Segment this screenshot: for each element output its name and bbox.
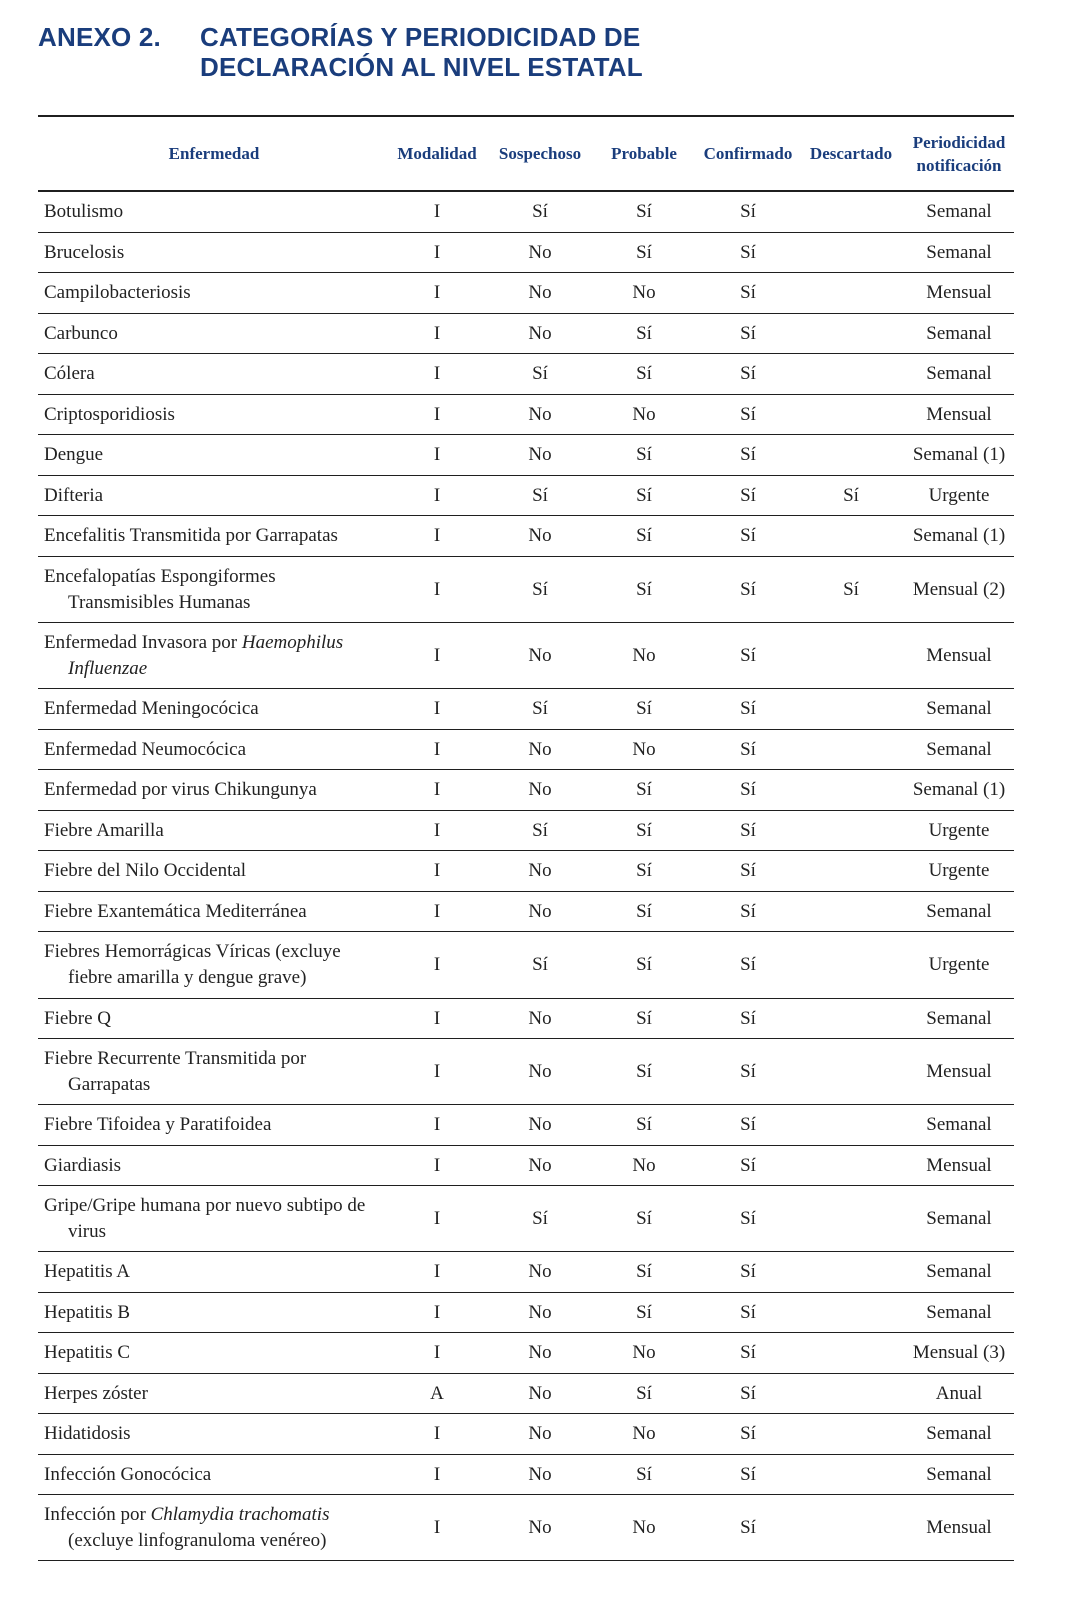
confirmado-cell: Sí	[740, 1154, 756, 1176]
periodicidad-cell: Semanal	[926, 1463, 992, 1485]
confirmado-cell: Sí	[740, 444, 756, 465]
disease-name: Fiebre Exantemática Mediterránea	[44, 900, 307, 922]
probable-cell: Sí	[636, 1207, 652, 1229]
periodicidad-cell: Semanal	[926, 1007, 992, 1029]
probable-cell: Sí	[636, 241, 652, 263]
confirmado-cell: Sí	[740, 900, 756, 922]
confirmado-cell: Sí	[740, 1463, 756, 1485]
periodicidad-cell: Semanal	[926, 900, 992, 922]
sospechoso-cell: No	[528, 1516, 552, 1538]
disease-name: Gripe/Gripe humana por nuevo subtipo de virus	[44, 1194, 366, 1242]
modalidad-cell: I	[433, 1463, 441, 1485]
sospechoso-cell: No	[528, 1114, 552, 1135]
periodicidad-cell: Mensual (3)	[912, 1342, 1006, 1363]
annex-title: CATEGORÍAS Y PERIODICIDAD DE DECLARACIÓN AL NIVEL ESTATAL	[200, 22, 643, 82]
periodicidad-cell: Semanal	[926, 363, 992, 384]
column-header-probable: Probable	[611, 144, 677, 163]
probable-cell: Sí	[636, 900, 652, 922]
column-header-descartado: Descartado	[809, 144, 893, 163]
periodicidad-cell: Semanal	[926, 1301, 992, 1323]
probable-cell: Sí	[636, 484, 652, 506]
disease-name: Difteria	[44, 484, 104, 506]
modalidad-cell: I	[433, 954, 441, 975]
disease-name: Fiebre Amarilla	[44, 819, 164, 841]
sospechoso-cell: No	[528, 1060, 552, 1082]
declaration-table	[38, 115, 1014, 1561]
table-row	[38, 1293, 1014, 1333]
confirmado-cell: Sí	[740, 779, 756, 800]
descartado-cell: Sí	[843, 484, 859, 506]
probable-cell: Sí	[636, 819, 652, 841]
sospechoso-cell: Sí	[532, 201, 548, 222]
table-row	[38, 314, 1014, 354]
table-row	[38, 435, 1014, 476]
probable-cell: Sí	[636, 1114, 652, 1135]
disease-name: Giardiasis	[44, 1154, 122, 1176]
table-row	[38, 1414, 1014, 1455]
probable-cell: No	[632, 1516, 656, 1538]
periodicidad-cell: Mensual	[926, 1516, 992, 1538]
sospechoso-cell: Sí	[532, 819, 548, 841]
disease-name: Hepatitis B	[44, 1301, 131, 1323]
probable-cell: No	[632, 1342, 656, 1363]
modalidad-cell: I	[433, 484, 441, 506]
modalidad-cell: I	[433, 1007, 441, 1029]
table-row	[38, 770, 1014, 811]
table-row	[38, 1186, 1014, 1252]
sospechoso-cell: No	[528, 644, 552, 666]
table-row	[38, 1495, 1014, 1561]
sospechoso-cell: No	[528, 1423, 552, 1444]
modalidad-cell: I	[433, 241, 441, 263]
modalidad-cell: I	[433, 1114, 441, 1135]
table-row	[38, 1039, 1014, 1105]
modalidad-cell: I	[433, 644, 441, 666]
probable-cell: Sí	[636, 954, 652, 975]
periodicidad-cell: Mensual	[926, 644, 992, 666]
probable-cell: No	[632, 644, 656, 666]
table-row	[38, 273, 1014, 314]
confirmado-cell: Sí	[740, 241, 756, 263]
sospechoso-cell: Sí	[532, 954, 548, 975]
periodicidad-cell: Semanal	[926, 738, 992, 760]
sospechoso-cell: No	[528, 1154, 552, 1176]
confirmado-cell: Sí	[740, 1301, 756, 1323]
disease-name: Fiebre Tifoidea y Paratifoidea	[44, 1114, 272, 1135]
table-row	[38, 1374, 1014, 1414]
confirmado-cell: Sí	[740, 578, 756, 600]
sospechoso-cell: Sí	[532, 1207, 548, 1229]
modalidad-cell: I	[433, 1423, 441, 1444]
modalidad-cell: I	[433, 363, 441, 384]
disease-name: Encefalitis Transmitida por Garrapatas	[44, 525, 338, 546]
modalidad-cell: I	[433, 698, 441, 719]
probable-cell: Sí	[636, 698, 652, 719]
table-row	[38, 730, 1014, 770]
table-row	[38, 516, 1014, 557]
probable-cell: Sí	[636, 1463, 652, 1485]
table-body	[38, 192, 1014, 1561]
sospechoso-cell: No	[528, 403, 552, 425]
modalidad-cell: I	[433, 525, 441, 546]
confirmado-cell: Sí	[740, 1060, 756, 1082]
modalidad-cell: I	[433, 1342, 441, 1363]
column-header-periodicidad: Periodicidad notificación	[912, 132, 1006, 175]
sospechoso-cell: Sí	[532, 363, 548, 384]
column-header-modalidad: Modalidad	[397, 144, 477, 163]
table-row	[38, 689, 1014, 730]
disease-name: Infección por Chlamydia trachomatis (excluye linfogranuloma venéreo)	[44, 1503, 330, 1551]
table-row	[38, 1146, 1014, 1186]
disease-name: Hidatidosis	[44, 1423, 131, 1444]
sospechoso-cell: No	[528, 525, 552, 546]
probable-cell: Sí	[636, 860, 652, 881]
table-row	[38, 476, 1014, 516]
confirmado-cell: Sí	[740, 860, 756, 881]
sospechoso-cell: No	[528, 1007, 552, 1029]
periodicidad-cell: Semanal	[926, 1207, 992, 1229]
disease-name: Campilobacteriosis	[44, 282, 191, 303]
sospechoso-cell: No	[528, 241, 552, 263]
disease-name: Enfermedad Neumocócica	[44, 738, 247, 760]
column-header-sospechoso: Sospechoso	[498, 144, 582, 163]
table-row	[38, 999, 1014, 1039]
probable-cell: Sí	[636, 444, 652, 465]
periodicidad-cell: Urgente	[928, 954, 990, 975]
table-row	[38, 233, 1014, 273]
periodicidad-cell: Mensual	[926, 1060, 992, 1082]
probable-cell: No	[632, 1423, 656, 1444]
confirmado-cell: Sí	[740, 322, 756, 344]
table-row	[38, 892, 1014, 932]
probable-cell: Sí	[636, 1382, 652, 1404]
confirmado-cell: Sí	[740, 1382, 756, 1404]
table-row	[38, 557, 1014, 623]
probable-cell: Sí	[636, 578, 652, 600]
probable-cell: Sí	[636, 201, 652, 222]
periodicidad-cell: Urgente	[928, 819, 990, 841]
modalidad-cell: I	[433, 282, 441, 303]
confirmado-cell: Sí	[740, 1423, 756, 1444]
modalidad-cell: I	[433, 1207, 441, 1229]
table-row	[38, 851, 1014, 892]
modalidad-cell: I	[433, 1261, 441, 1282]
table-row	[38, 192, 1014, 233]
table-row	[38, 1455, 1014, 1495]
table-row	[38, 1333, 1014, 1374]
sospechoso-cell: No	[528, 779, 552, 800]
periodicidad-cell: Semanal (1)	[912, 779, 1006, 800]
descartado-cell: Sí	[843, 578, 859, 600]
disease-name: Dengue	[44, 444, 104, 465]
modalidad-cell: I	[433, 900, 441, 922]
periodicidad-cell: Mensual	[926, 282, 992, 303]
table-header	[38, 117, 1014, 192]
disease-name: Fiebre Q	[44, 1007, 112, 1029]
sospechoso-cell: No	[528, 282, 552, 303]
probable-cell: Sí	[636, 1301, 652, 1323]
column-header-enfermedad: Enfermedad	[168, 144, 260, 163]
disease-name: Enfermedad Invasora por Haemophilus Influenzae	[44, 631, 344, 679]
annex-label: ANEXO 2.	[38, 22, 161, 52]
disease-name: Criptosporidiosis	[44, 403, 175, 425]
confirmado-cell: Sí	[740, 644, 756, 666]
confirmado-cell: Sí	[740, 1007, 756, 1029]
disease-name: Carbunco	[44, 322, 118, 344]
sospechoso-cell: No	[528, 1301, 552, 1323]
table-row	[38, 354, 1014, 395]
confirmado-cell: Sí	[740, 738, 756, 760]
sospechoso-cell: Sí	[532, 698, 548, 719]
periodicidad-cell: Mensual	[926, 1154, 992, 1176]
disease-name: Fiebre Recurrente Transmitida por Garrapatas	[44, 1047, 307, 1095]
sospechoso-cell: Sí	[532, 484, 548, 506]
probable-cell: No	[632, 1154, 656, 1176]
confirmado-cell: Sí	[740, 698, 756, 719]
probable-cell: Sí	[636, 1007, 652, 1029]
modalidad-cell: I	[433, 403, 441, 425]
sospechoso-cell: No	[528, 1342, 552, 1363]
sospechoso-cell: No	[528, 738, 552, 760]
periodicidad-cell: Semanal	[926, 322, 992, 344]
modalidad-cell: I	[433, 738, 441, 760]
modalidad-cell: I	[433, 860, 441, 881]
disease-name: Encefalopatías Espongiformes Transmisibles Humanas	[44, 565, 276, 613]
confirmado-cell: Sí	[740, 363, 756, 384]
disease-name: Fiebre del Nilo Occidental	[44, 860, 247, 881]
disease-name: Brucelosis	[44, 241, 125, 263]
disease-name: Herpes zóster	[44, 1382, 148, 1404]
modalidad-cell: I	[433, 201, 441, 222]
periodicidad-cell: Urgente	[928, 484, 990, 506]
disease-name: Botulismo	[44, 201, 124, 222]
periodicidad-cell: Semanal	[926, 698, 992, 719]
table-row	[38, 1252, 1014, 1293]
confirmado-cell: Sí	[740, 819, 756, 841]
disease-name: Enfermedad por virus Chikungunya	[44, 779, 317, 800]
sospechoso-cell: No	[528, 1382, 552, 1404]
confirmado-cell: Sí	[740, 525, 756, 546]
sospechoso-cell: Sí	[532, 578, 548, 600]
modalidad-cell: I	[433, 1301, 441, 1323]
sospechoso-cell: No	[528, 860, 552, 881]
probable-cell: No	[632, 403, 656, 425]
sospechoso-cell: No	[528, 1463, 552, 1485]
sospechoso-cell: No	[528, 322, 552, 344]
periodicidad-cell: Semanal	[926, 241, 992, 263]
probable-cell: Sí	[636, 322, 652, 344]
periodicidad-cell: Semanal	[926, 1423, 992, 1444]
periodicidad-cell: Semanal	[926, 1114, 992, 1135]
periodicidad-cell: Mensual (2)	[912, 578, 1006, 600]
periodicidad-cell: Semanal (1)	[912, 525, 1006, 546]
disease-name: Enfermedad Meningocócica	[44, 698, 259, 719]
confirmado-cell: Sí	[740, 403, 756, 425]
modalidad-cell: I	[433, 779, 441, 800]
modalidad-cell: I	[433, 444, 441, 465]
table-row	[38, 623, 1014, 689]
modalidad-cell: I	[433, 1060, 441, 1082]
confirmado-cell: Sí	[740, 1207, 756, 1229]
table-row	[38, 932, 1014, 999]
probable-cell: No	[632, 738, 656, 760]
probable-cell: Sí	[636, 1060, 652, 1082]
modalidad-cell: A	[430, 1382, 444, 1404]
disease-name: Cólera	[44, 363, 95, 384]
probable-cell: No	[632, 282, 656, 303]
sospechoso-cell: No	[528, 1261, 552, 1282]
confirmado-cell: Sí	[740, 1342, 756, 1363]
table-row	[38, 395, 1014, 435]
disease-name: Infección Gonocócica	[44, 1463, 212, 1485]
sospechoso-cell: No	[528, 444, 552, 465]
modalidad-cell: I	[433, 1154, 441, 1176]
table-row	[38, 811, 1014, 851]
periodicidad-cell: Mensual	[926, 403, 992, 425]
confirmado-cell: Sí	[740, 954, 756, 975]
periodicidad-cell: Semanal	[926, 1261, 992, 1282]
disease-name: Fiebres Hemorrágicas Víricas (excluye fiebre amarilla y dengue grave)	[44, 941, 341, 988]
periodicidad-cell: Anual	[935, 1382, 983, 1404]
probable-cell: Sí	[636, 363, 652, 384]
sospechoso-cell: No	[528, 900, 552, 922]
periodicidad-cell: Semanal (1)	[912, 444, 1006, 465]
confirmado-cell: Sí	[740, 201, 756, 222]
modalidad-cell: I	[433, 819, 441, 841]
column-header-confirmado: Confirmado	[703, 144, 793, 163]
periodicidad-cell: Semanal	[926, 201, 992, 222]
modalidad-cell: I	[433, 322, 441, 344]
confirmado-cell: Sí	[740, 1516, 756, 1538]
confirmado-cell: Sí	[740, 282, 756, 303]
disease-name: Hepatitis A	[44, 1261, 131, 1282]
probable-cell: Sí	[636, 779, 652, 800]
probable-cell: Sí	[636, 525, 652, 546]
confirmado-cell: Sí	[740, 484, 756, 506]
modalidad-cell: I	[433, 578, 441, 600]
periodicidad-cell: Urgente	[928, 860, 990, 881]
disease-name: Hepatitis C	[44, 1342, 131, 1363]
modalidad-cell: I	[433, 1516, 441, 1538]
probable-cell: Sí	[636, 1261, 652, 1282]
confirmado-cell: Sí	[740, 1114, 756, 1135]
confirmado-cell: Sí	[740, 1261, 756, 1282]
table-row	[38, 1105, 1014, 1146]
